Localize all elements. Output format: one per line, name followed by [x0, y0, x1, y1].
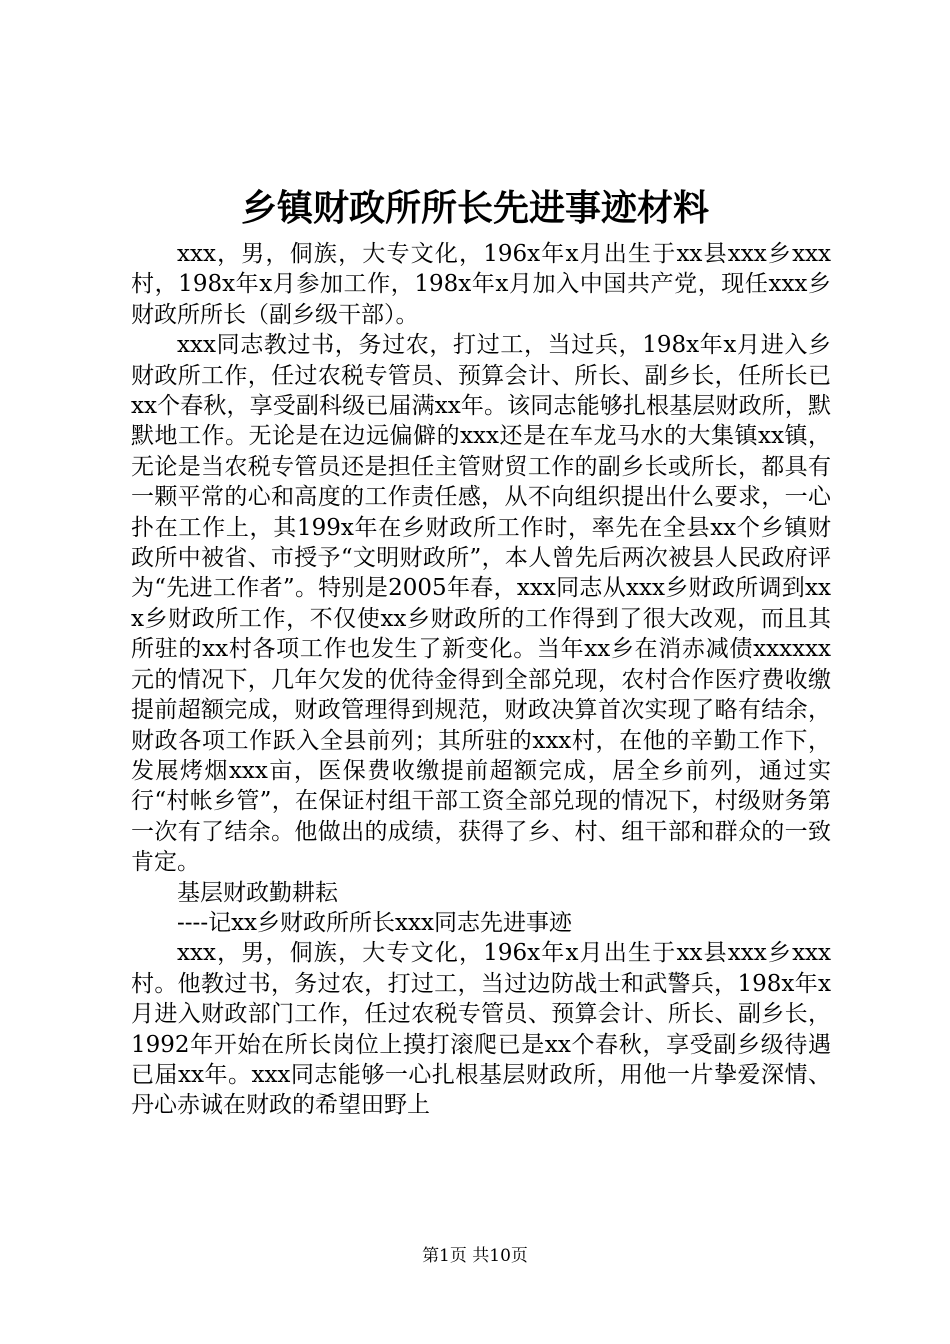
paragraph-profile: xxx，男，侗族，大专文化，196x年x月出生于xx县xxx乡xxx村。他教过书，务过农，打过工，当过边防战士和武警兵，198x年x月进入财政部门工作，任过农税专管员、预算会计、所长、副乡长，1992年开始在所长岗位上摸打滚爬已是xx个春秋，享受副乡级待遇已届xx年。xxx同志能够一心扎根基层财政所，用他一片挚爱深情、丹心赤诚在财政的希望田野上: [131, 940, 831, 1119]
paragraph-deeds: xxx同志教过书，务过农，打过工，当过兵，198x年x月进入乡财政所工作，任过农税专管员、预算会计、所长、副乡长，任所长已xx个春秋，享受副科级已届满xx年。该同志能够扎根基层财政所，默默地工作。无论是在边远偏僻的xxx还是在车龙马水的大集镇xx镇，无论是当农税专管员还是担任主管财贸工作的副乡长或所长，都具有一颗平常的心和高度的工作责任感，从不向组织提出什么要求，一心扑在工作上，其199x年在乡财政所工作时，率先在全县xx个乡镇财政所中被省、市授予“文明财政所”，本人曾先后两次被县人民政府评为“先进工作者”。特别是2005年春，xxx同志从xxx乡财政所调到xxx乡财政所工作，不仅使xx乡财政所的工作得到了很大改观，而且其所驻的xx村各项工作也发生了新变化。当年xx乡在消赤减债xxxxxx元的情况下，几年欠发的优待金得到全部兑现，农村合作医疗费收缴提前超额完成，财政管理得到规范，财政决算首次实现了略有结余，财政各项工作跃入全县前列；其所驻的xxx村，在他的辛勤工作下，发展烤烟xxx亩，医保费收缴提前超额完成，居全乡前列，通过实行“村帐乡管”，在保证村组干部工资全部兑现的情况下，村级财务第一次有了结余。他做出的成绩，获得了乡、村、组干部和群众的一致肯定。: [131, 332, 831, 876]
section-heading: 基层财政勤耕耘: [177, 879, 338, 906]
document-title: 乡镇财政所所长先进事迹材料: [240, 187, 709, 229]
page-footer: 第1页 共10页: [422, 1246, 528, 1266]
paragraph-intro: xxx，男，侗族，大专文化，196x年x月出生于xx县xxx乡xxx村，198x年x月参加工作，198x年x月加入中国共产党，现任xxx乡财政所所长（副乡级干部）。: [131, 241, 831, 328]
document-body: [131, 239, 831, 1121]
section-subheading: ----记xx乡财政所所长xxx同志先进事迹: [177, 909, 572, 936]
